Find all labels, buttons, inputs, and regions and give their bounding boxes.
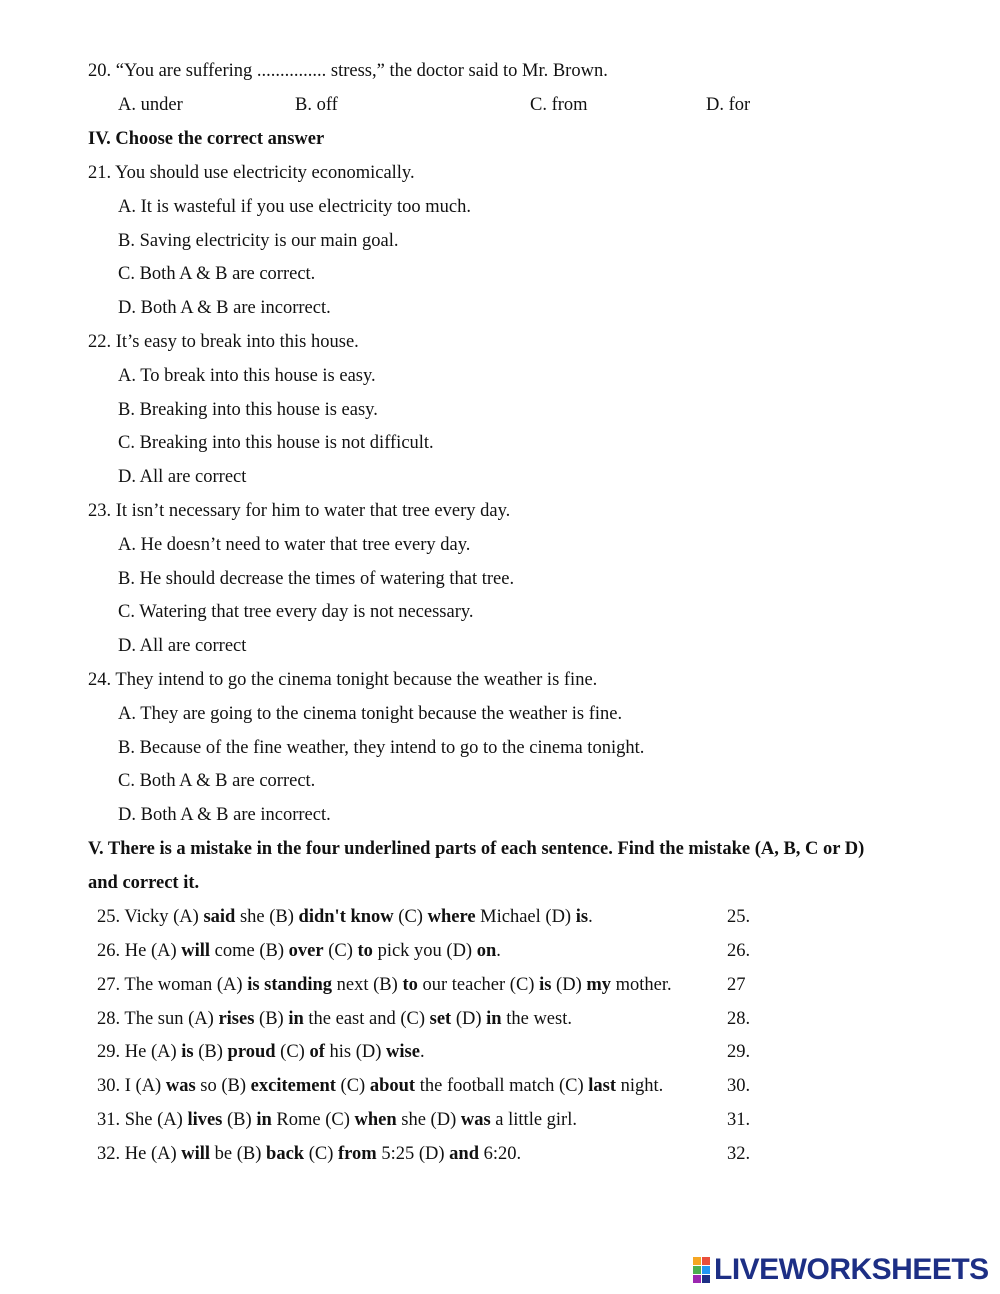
question-22-option-d[interactable]: D. All are correct — [118, 467, 247, 487]
option-c[interactable]: C. from — [530, 95, 588, 115]
item-text: pick you (D) — [372, 941, 477, 961]
mistake-item-32 — [97, 1142, 977, 1166]
question-21-option-a[interactable]: A. It is wasteful if you use electricity too much. — [118, 197, 471, 217]
part-c[interactable]: when — [354, 1110, 397, 1130]
part-d[interactable]: and — [449, 1144, 479, 1164]
liveworksheets-logo[interactable] — [693, 1252, 988, 1288]
part-a[interactable]: is — [181, 1042, 194, 1062]
question-22-option-a[interactable]: A. To break into this house is easy. — [118, 366, 376, 386]
question-23-option-c[interactable]: C. Watering that tree every day is not necessary. — [118, 602, 474, 622]
question-22-option-c[interactable]: C. Breaking into this house is not difficult. — [118, 433, 434, 453]
item-text: (C) — [304, 1144, 339, 1164]
mistake-item-31 — [97, 1108, 977, 1132]
item-text: Michael (D) — [475, 907, 576, 927]
answer-number[interactable]: 26. — [727, 941, 751, 961]
option-b[interactable]: B. off — [295, 95, 338, 115]
question-24-option-a[interactable]: A. They are going to the cinema tonight because the weather is fine. — [118, 704, 623, 724]
part-a[interactable]: is standing — [247, 975, 333, 995]
part-d[interactable]: is — [575, 907, 589, 927]
mistake-item-30 — [97, 1074, 977, 1098]
logo-square — [702, 1257, 710, 1265]
item-text: (C) — [335, 1076, 370, 1096]
question-24-option-c[interactable]: C. Both A & B are correct. — [118, 771, 316, 791]
item-text: she (D) — [396, 1110, 461, 1130]
part-c[interactable]: where — [427, 907, 476, 927]
logo-square — [693, 1275, 701, 1283]
part-d[interactable]: on — [476, 941, 497, 961]
item-text: mother. — [611, 975, 672, 995]
answer-number[interactable]: 31. — [727, 1110, 751, 1130]
item-text: night. — [615, 1076, 664, 1096]
item-text: 30. I (A) — [97, 1076, 166, 1096]
question-24-option-d[interactable]: D. Both A & B are incorrect. — [118, 805, 331, 825]
answer-number[interactable]: 27 — [727, 975, 746, 995]
part-d[interactable]: last — [588, 1076, 616, 1096]
part-b[interactable]: excitement — [250, 1076, 336, 1096]
item-text: Rome (C) — [271, 1110, 355, 1130]
part-b[interactable]: in — [288, 1009, 304, 1029]
part-a[interactable]: rises — [218, 1009, 255, 1029]
part-b[interactable]: proud — [227, 1042, 276, 1062]
item-text: come (B) — [210, 941, 289, 961]
item-text: the west. — [501, 1009, 572, 1029]
section-4-heading: IV. Choose the correct answer — [88, 129, 325, 149]
section-5-heading-line-1: V. There is a mistake in the four underlined parts of each sentence. Find the mistake (A, B, C or D) — [88, 839, 865, 859]
part-d[interactable]: wise — [386, 1042, 420, 1062]
part-b[interactable]: in — [256, 1110, 272, 1130]
part-d[interactable]: my — [586, 975, 612, 995]
part-a[interactable]: said — [203, 907, 236, 927]
item-text: 32. He (A) — [97, 1144, 182, 1164]
item-text: (C) — [323, 941, 358, 961]
logo-square — [693, 1257, 701, 1265]
part-c[interactable]: about — [369, 1076, 416, 1096]
mistake-item-26 — [97, 939, 977, 963]
item-text: (C) — [393, 907, 428, 927]
answer-number[interactable]: 29. — [727, 1042, 751, 1062]
item-text: 29. He (A) — [97, 1042, 182, 1062]
answer-number[interactable]: 28. — [727, 1009, 751, 1029]
answer-number[interactable]: 32. — [727, 1144, 751, 1164]
question-20-options — [0, 93, 1000, 117]
item-text: 26. He (A) — [97, 941, 182, 961]
item-text: be (B) — [210, 1144, 267, 1164]
item-text: she (B) — [235, 907, 299, 927]
item-text: . — [419, 1042, 425, 1062]
item-text: 6:20. — [479, 1144, 522, 1164]
part-b[interactable]: over — [288, 941, 324, 961]
part-a[interactable]: lives — [187, 1110, 223, 1130]
item-text: (D) — [551, 975, 587, 995]
item-text: (B) — [193, 1042, 228, 1062]
part-a[interactable]: will — [181, 1144, 211, 1164]
option-a[interactable]: A. under — [118, 95, 183, 115]
mistake-item-25 — [97, 905, 977, 929]
part-d[interactable]: in — [486, 1009, 502, 1029]
item-text: 25. Vicky (A) — [97, 907, 204, 927]
question-24-stem: 24. They intend to go the cinema tonight because the weather is fine. — [88, 670, 598, 690]
item-text: (B) — [254, 1009, 289, 1029]
item-text: 28. The sun (A) — [97, 1009, 219, 1029]
answer-number[interactable]: 25. — [727, 907, 751, 927]
item-text: so (B) — [195, 1076, 251, 1096]
question-22-option-b[interactable]: B. Breaking into this house is easy. — [118, 400, 378, 420]
item-text: the football match (C) — [415, 1076, 589, 1096]
item-text: a little girl. — [490, 1110, 577, 1130]
part-c[interactable]: from — [338, 1144, 377, 1164]
part-c[interactable]: of — [309, 1042, 325, 1062]
question-23-option-d[interactable]: D. All are correct — [118, 636, 247, 656]
part-b[interactable]: back — [266, 1144, 305, 1164]
question-20-stem: 20. “You are suffering ............... stress,” the doctor said to Mr. Brown. — [88, 61, 608, 81]
answer-number[interactable]: 30. — [727, 1076, 751, 1096]
item-text: our teacher (C) — [417, 975, 540, 995]
item-text: 31. She (A) — [97, 1110, 188, 1130]
logo-text: LIVEWORKSHEETS — [714, 1253, 989, 1286]
item-text: next (B) — [332, 975, 403, 995]
item-text: 5:25 (D) — [376, 1144, 450, 1164]
item-text: . — [588, 907, 593, 927]
item-text: . — [496, 941, 501, 961]
item-text: (B) — [222, 1110, 257, 1130]
logo-square — [702, 1275, 710, 1283]
mistake-item-27 — [97, 973, 977, 997]
option-d[interactable]: D. for — [706, 95, 751, 115]
question-21-option-b[interactable]: B. Saving electricity is our main goal. — [118, 231, 399, 251]
part-a[interactable]: will — [181, 941, 211, 961]
item-text: the east and (C) — [303, 1009, 430, 1029]
item-text: (D) — [451, 1009, 487, 1029]
question-23-stem: 23. It isn’t necessary for him to water that tree every day. — [88, 501, 511, 521]
item-text: 27. The woman (A) — [97, 975, 248, 995]
logo-square — [693, 1266, 701, 1274]
part-d[interactable]: was — [460, 1110, 491, 1130]
part-c[interactable]: set — [429, 1009, 452, 1029]
question-21-stem: 21. You should use electricity economically. — [88, 163, 415, 183]
logo-mark-icon — [693, 1257, 710, 1283]
part-b[interactable]: to — [402, 975, 418, 995]
question-24-option-b[interactable]: B. Because of the fine weather, they intend to go to the cinema tonight. — [118, 738, 645, 758]
question-21-option-d[interactable]: D. Both A & B are incorrect. — [118, 298, 331, 318]
question-22-stem: 22. It’s easy to break into this house. — [88, 332, 359, 352]
mistake-item-29 — [97, 1040, 977, 1064]
part-c[interactable]: is — [539, 975, 552, 995]
question-23-option-b[interactable]: B. He should decrease the times of watering that tree. — [118, 569, 515, 589]
part-a[interactable]: was — [165, 1076, 196, 1096]
question-21-option-c[interactable]: C. Both A & B are correct. — [118, 264, 316, 284]
logo-square — [702, 1266, 710, 1274]
section-5-heading-line-2: and correct it. — [88, 873, 200, 893]
part-b[interactable]: didn't know — [298, 907, 394, 927]
item-text: (C) — [275, 1042, 310, 1062]
item-text: his (D) — [324, 1042, 387, 1062]
part-c[interactable]: to — [357, 941, 373, 961]
mistake-item-28 — [97, 1007, 977, 1031]
question-23-option-a[interactable]: A. He doesn’t need to water that tree every day. — [118, 535, 471, 555]
